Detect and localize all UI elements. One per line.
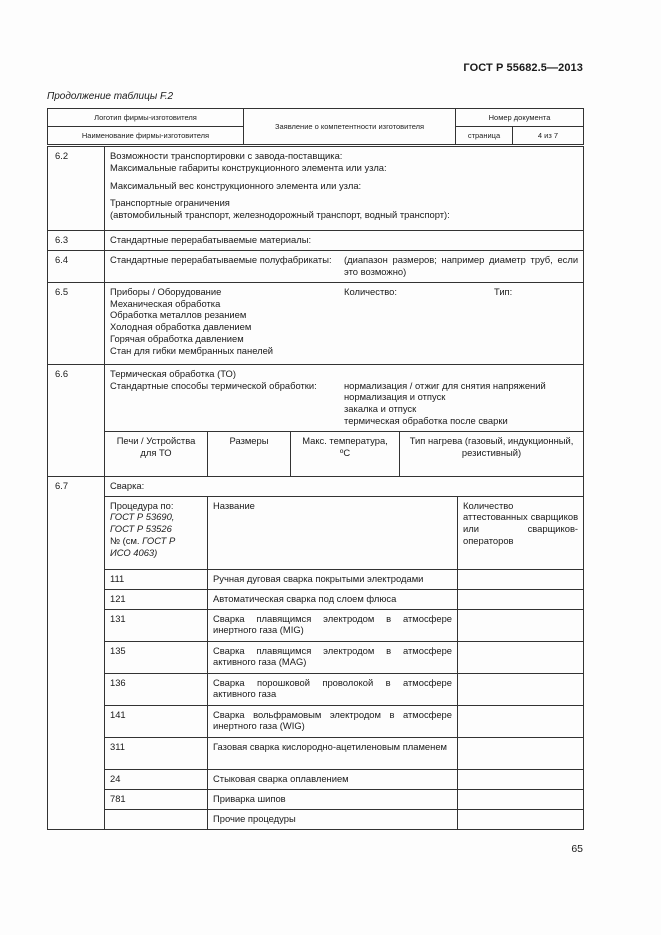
welder-count (458, 705, 584, 737)
process-name: Ручная дуговая сварка покрытыми электродами (208, 569, 458, 589)
main-table (47, 146, 584, 830)
process-name: Сварка порошковой проволокой в атмосфере активного газа (208, 673, 458, 705)
welder-count-col: Количество аттестованных сварщиков или сварщиков-операторов (458, 496, 584, 569)
table-caption: Продолжение таблицы F.2 (47, 91, 174, 102)
page-number: 65 (571, 843, 583, 855)
process-code: 24 (105, 769, 208, 789)
process-name: Автоматическая сварка под слоем флюса (208, 589, 458, 609)
standard-number: ГОСТ Р 55682.5—2013 (463, 62, 583, 74)
size-range-note: (диапазон размеров; например диаметр труб, если это возможно) (344, 253, 579, 277)
sizes-col: Размеры (208, 431, 291, 476)
semi-products-layout (110, 254, 578, 278)
process-code: 121 (105, 589, 208, 609)
methods-list (344, 380, 578, 427)
procedure-no: № (см. (110, 534, 140, 546)
section-6-2 (48, 147, 584, 231)
welding-row (48, 589, 584, 609)
equipment-item: Стан для гибки мембранных панелей (110, 344, 274, 356)
welding-row (48, 673, 584, 705)
statement-cell: Заявление о компетентности изготовителя (244, 109, 456, 145)
heat-treatment-layout (110, 380, 578, 427)
heating-type-col: Тип нагрева (газовый, индукционный, резистивный) (400, 431, 584, 476)
furnaces-col: Печи / Устройства для ТО (105, 431, 208, 476)
welder-count (458, 737, 584, 769)
section-6-5 (48, 282, 584, 364)
type-label: Тип: (494, 285, 513, 297)
transport-restrictions: Транспортные ограничения (110, 197, 230, 209)
process-name: Газовая сварка кислородно-ацетиленовым пламенем (208, 737, 458, 769)
section-content (105, 282, 584, 364)
welder-count (458, 809, 584, 829)
section-content (105, 147, 584, 231)
method-item: термическая обработка после сварки (344, 414, 508, 426)
welding-header-row (48, 496, 584, 569)
welding-row (48, 705, 584, 737)
document-header-table (47, 108, 584, 145)
process-code: 141 (105, 705, 208, 737)
page-label-cell: страница (456, 127, 513, 145)
procedure-std: ГОСТ Р (142, 534, 176, 546)
procedure-label: Процедура по: (110, 499, 174, 511)
standard-methods-label: Стандартные способы термической обработки: (110, 379, 317, 391)
equipment-item: Горячая обработка давлением (110, 332, 244, 344)
section-6-4 (48, 250, 584, 282)
section-number: 6.2 (48, 147, 105, 231)
process-code: 131 (105, 609, 208, 641)
welding-row (48, 737, 584, 769)
section-6-3 (48, 231, 584, 251)
transport-types: (автомобильный транспорт, железнодорожный транспорт, водный транспорт): (110, 209, 450, 221)
equipment-item: Холодная обработка давлением (110, 321, 252, 333)
welder-count (458, 789, 584, 809)
equipment-item: Приборы / Оборудование (110, 285, 222, 297)
welding-row (48, 609, 584, 641)
method-item: закалка и отпуск (344, 403, 417, 415)
procedure-std: ГОСТ Р 53690, (110, 511, 175, 523)
equipment-list (110, 286, 344, 357)
process-name: Приварка шипов (208, 789, 458, 809)
method-item: нормализация и отпуск (344, 391, 446, 403)
equipment-item: Механическая обработка (110, 297, 221, 309)
process-name: Сварка плавящимся электродом в атмосфере активного газа (MAG) (208, 641, 458, 673)
process-name: Сварка плавящимся электродом в атмосфере инертного газа (MIG) (208, 609, 458, 641)
company-name-cell: Наименование фирмы-изготовителя (48, 127, 244, 145)
section-content (105, 250, 584, 282)
process-code: 781 (105, 789, 208, 809)
procedure-std: ИСО 4063) (110, 546, 158, 558)
welder-count (458, 673, 584, 705)
process-code (105, 809, 208, 829)
procedure-std: ГОСТ Р 53526 (110, 523, 172, 535)
equipment-layout (110, 286, 578, 357)
process-code: 135 (105, 641, 208, 673)
max-temp-col: Макс. температура, ºС (291, 431, 400, 476)
max-weight: Максимальный вес конструкционного элемента или узла: (110, 179, 362, 191)
standard-materials: Стандартные перерабатываемые материалы: (105, 231, 584, 251)
process-name: Прочие процедуры (208, 809, 458, 829)
process-code: 311 (105, 737, 208, 769)
welding-title: Сварка: (105, 476, 584, 496)
welding-row (48, 769, 584, 789)
welding-row (48, 569, 584, 589)
heat-treatment-columns (48, 431, 584, 476)
method-item: нормализация / отжиг для снятия напряжений (344, 379, 546, 391)
max-dimensions: Максимальные габариты конструкционного элемента или узла: (110, 161, 387, 173)
semi-products-label: Стандартные перерабатываемые полуфабрикаты: (110, 253, 332, 265)
section-number: 6.3 (48, 231, 105, 251)
process-code: 111 (105, 569, 208, 589)
section-number: 6.6 (48, 364, 105, 476)
equipment-item: Обработка металлов резанием (110, 309, 247, 321)
process-code: 136 (105, 673, 208, 705)
welder-count (458, 569, 584, 589)
page-value-cell: 4 из 7 (513, 127, 584, 145)
welder-count (458, 609, 584, 641)
quantity-label: Количество: (344, 285, 397, 297)
section-6-6 (48, 364, 584, 431)
welding-row (48, 809, 584, 829)
welding-row (48, 641, 584, 673)
section-6-7-title (48, 476, 584, 496)
logo-cell: Логотип фирмы-изготовителя (48, 109, 244, 127)
welder-count (458, 769, 584, 789)
procedure-col (105, 496, 208, 569)
name-col: Название (208, 496, 458, 569)
process-name: Стыковая сварка оплавлением (208, 769, 458, 789)
welder-count (458, 589, 584, 609)
transport-capabilities: Возможности транспортировки с завода-поставщика: (110, 150, 343, 161)
section-content (105, 364, 584, 431)
doc-number-cell: Номер документа (456, 109, 584, 127)
section-number: 6.5 (48, 282, 105, 364)
section-number: 6.7 (48, 476, 105, 829)
welding-row (48, 789, 584, 809)
process-name: Сварка вольфрамовым электродом в атмосфере инертного газа (WIG) (208, 705, 458, 737)
welder-count (458, 641, 584, 673)
heat-treatment-title: Термическая обработка (ТО) (110, 367, 236, 379)
section-number: 6.4 (48, 250, 105, 282)
